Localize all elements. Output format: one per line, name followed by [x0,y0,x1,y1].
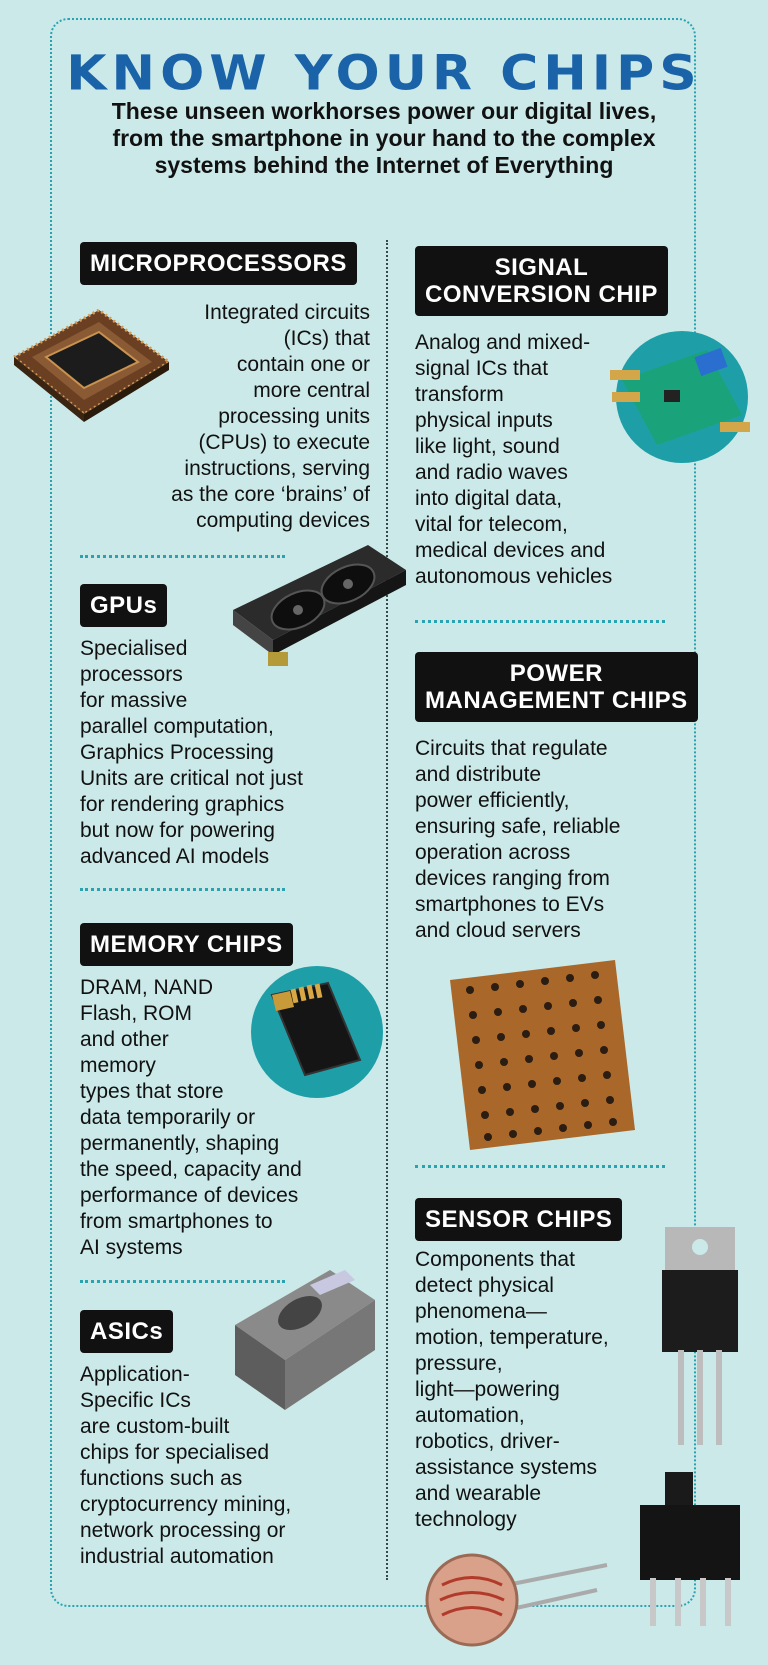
signal-text: Analog and mixed- signal ICs that transform physical inputs like light, sound and radio waves into digital data, vital for telecom, medical devices and autonomous vehicles [415,331,613,588]
bga-chip-image [440,955,640,1160]
memory-heading: MEMORY CHIPS [80,923,293,966]
asics-heading: ASICs [80,1310,173,1353]
gpus-text: Specialised processors for massive parallel computation, Graphics Processing Units are critical not just for rendering graphics but now for powering advanced AI models [80,637,303,868]
page-title: KNOW YOUR CHIPS [66,46,702,102]
memory-text: DRAM, NAND Flash, ROM and other memory types that store data temporarily or permanently, shaping the speed, capacity and performance of devices from smartphones to AI systems [80,976,302,1259]
gpus-heading: GPUs [80,584,167,627]
asics-text: Application- Specific ICs are custom-built chips for specialised functions such as cryptocurrency mining, network processing or industrial automation [80,1363,292,1568]
sensor-heading: SENSOR CHIPS [415,1198,622,1241]
power-heading: POWER MANAGEMENT CHIPS [415,652,698,722]
microprocessors-heading: MICROPROCESSORS [80,242,357,285]
signal-heading: SIGNAL CONVERSION CHIP [415,246,668,316]
microprocessors-text: Integrated circuits (ICs) that contain one or more central processing units (CPUs) to execute instructions, serving as the core ‘brains’ of computing devices [171,301,370,532]
pressure-sensor-image [620,1470,750,1635]
ldr-sensor-image [422,1540,612,1665]
left-divider-2 [80,888,285,891]
right-divider-1 [415,620,665,623]
right-divider-2 [415,1165,665,1168]
power-text: Circuits that regulate and distribute power efficiently, ensuring safe, reliable operation across devices ranging from smartphones to EVs and cloud servers [415,737,621,942]
page-subtitle: These unseen workhorses power our digital lives, from the smartphone in your hand to the complex systems behind the Internet of Everything [111,98,657,178]
sensor-text: Components that detect physical phenomena— motion, temperature, pressure, light—powering automation, robotics, driver- assistance systems and wearable technology [415,1248,609,1531]
column-divider [386,240,388,1580]
